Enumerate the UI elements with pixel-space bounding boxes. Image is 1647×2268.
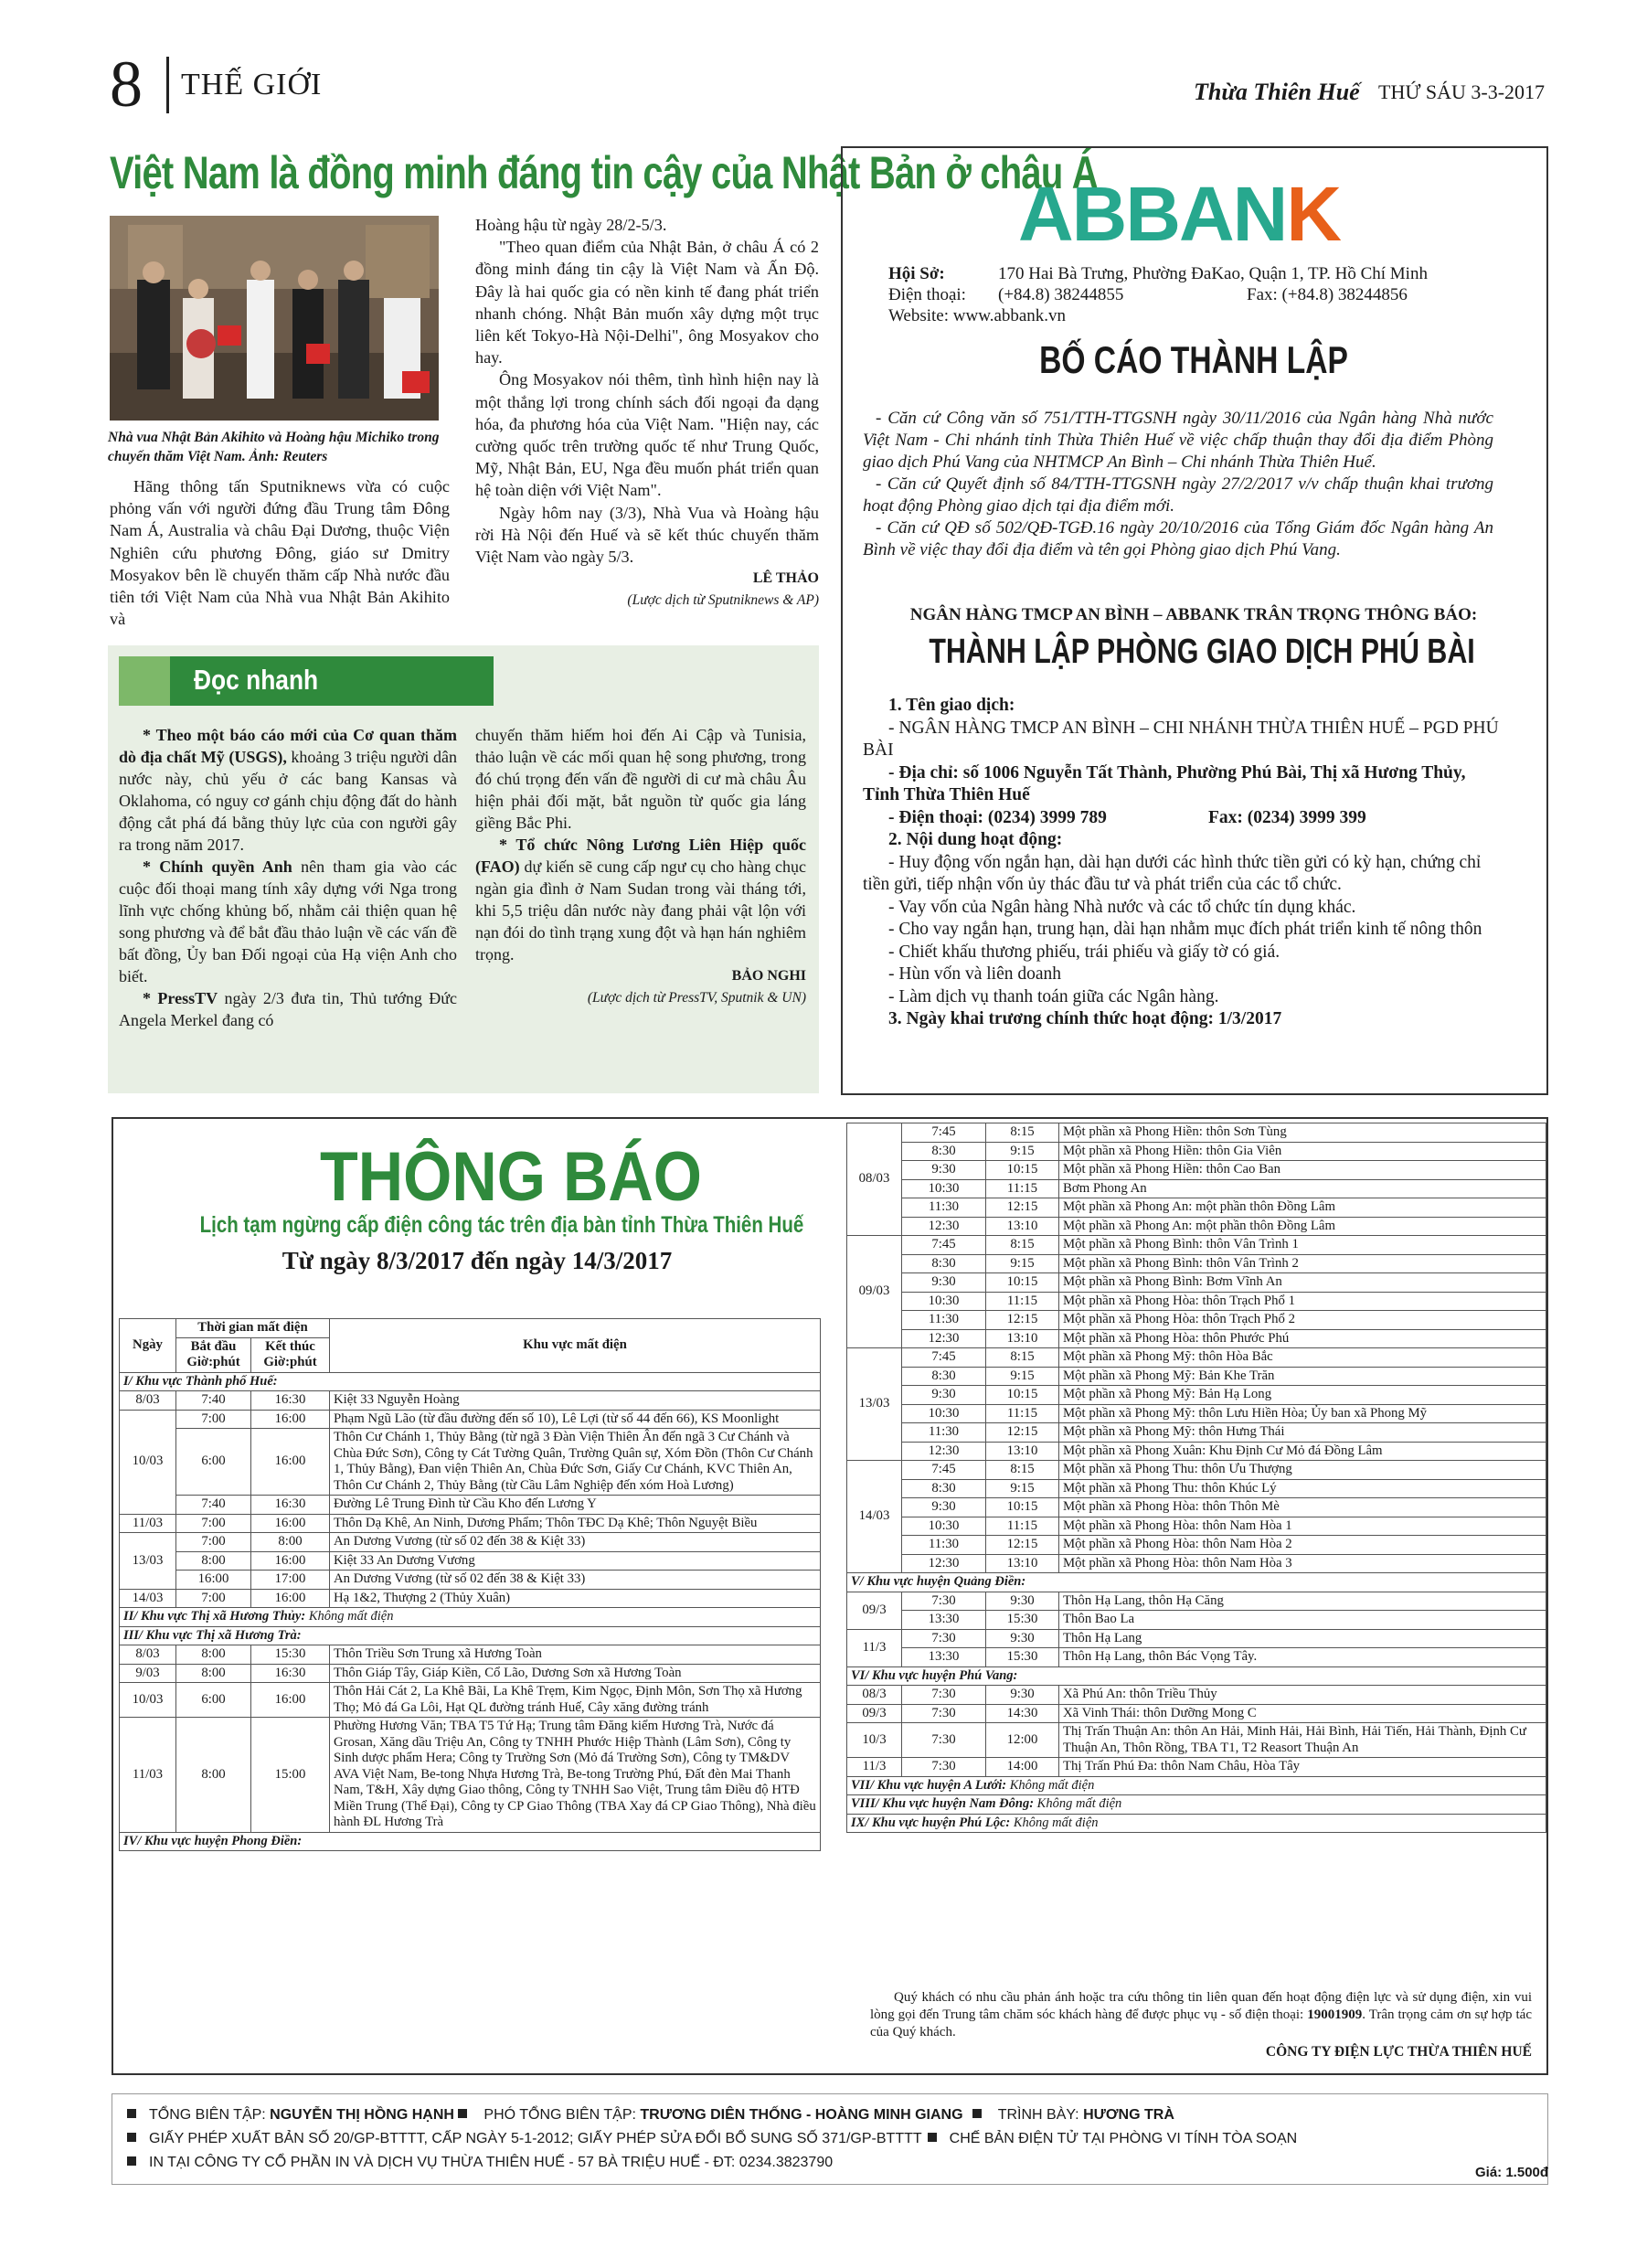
cell-date: 11/03 [120, 1718, 176, 1833]
table-section-row: IV/ Khu vực huyện Phong Điền: [120, 1832, 821, 1851]
article-paragraph: "Theo quan điểm của Nhật Bản, ở châu Á có 2 đồng minh đáng tin cậy là Việt Nam và Ấn Độ. Đây là hai quốc gia có nền kinh tế đang phát triển nhanh chóng. Nhật Bản muốn xây dựng một trục liên kết Tokyo-Hà Nội-Delhi", ông Mosyakov cho hay. [475, 238, 819, 367]
table-row [847, 1758, 1546, 1777]
cell-start: 8:00 [176, 1551, 251, 1571]
quick-news-source: (Lược dịch từ PressTV, Sputnik & UN) [587, 990, 806, 1006]
table-row [847, 1517, 1546, 1536]
cell-start: 13:30 [902, 1611, 986, 1630]
outage-subtitle: Lịch tạm ngừng cấp điện công tác trên địa bàn tỉnh Thừa Thiên Huế [199, 1212, 804, 1238]
table-section-row: III/ Khu vực Thị xã Hương Trà: [120, 1626, 821, 1645]
table-row [847, 1254, 1546, 1273]
cell-end: 14:00 [986, 1758, 1059, 1777]
abbank-title: BỐ CÁO THÀNH LẬP [1039, 338, 1348, 381]
cell-start: 7:40 [176, 1496, 251, 1515]
table-section-row: VIII/ Khu vực huyện Nam Đông: Không mất điện [847, 1795, 1546, 1815]
table-row [847, 1461, 1546, 1480]
cell-start: 7:45 [902, 1348, 986, 1368]
cell-end: 16:00 [251, 1429, 330, 1496]
cell-date: 09/03 [847, 1236, 902, 1348]
cell-area: Phường Hương Văn; TBA T5 Tứ Hạ; Trung tâm Đăng kiểm Hương Trà, Nước đá Grosan, Xăng dầu Triệu An, Công ty TNHH Phước Hiệp Thành (Lâm Sơn), Công ty Sinh dược phẩm Hera; Công ty Trường Sơn (Mỏ đá Trường Sơn), Công ty TM&DV AVA Việt Nam, Be-tong Nhựa Hương Trà, Be-tong Trường Phú, Đất đèn Mai Thanh Nam, T&H, Xây dựng Giao thông, Công ty TNHH Sao Việt, Trung tâm Điều độ HTĐ Miền Trung (Thể Đại), Công ty CP Giao Thông (TBA Xay đá CP Giao Thông), Nhà điều hành ĐL Hương Trà [330, 1718, 821, 1833]
cell-end: 12:15 [986, 1423, 1059, 1443]
abbank-legal-basis: - Căn cứ Công văn số 751/TTH-TTGSNH ngày 30/11/2016 của Ngân hàng Nhà nước Việt Nam - Chi nhánh tỉnh Thừa Thiên Huế về việc chấp thuận thay đổi địa điểm Phòng giao dịch Phú Vang của NHTMCP An Bình – Chi nhánh Thừa Thiên Huế. - Căn cứ Quyết định số 84/TTH-TTGSNH ngày 27/2/2017 v/v chấp thuận khai trương hoạt động Phòng giao dịch tại địa điểm mới. - Căn cứ QĐ số 502/QĐ-TGĐ.16 ngày 20/10/2016 của Tổng Giám đốc Ngân hàng An Bình về việc thay đổi địa điểm và tên gọi Phòng giao dịch Phú Vang. [863, 409, 1493, 559]
cell-area: Một phần xã Phong Hòa: thôn Nam Hòa 2 [1059, 1536, 1546, 1555]
quick-news-column-1: * Theo một báo cáo mới của Cơ quan thăm dò địa chất Mỹ (USGS), khoảng 3 triệu người dân nước này, chủ yếu ở các bang Kansas và Oklahoma, có nguy cơ gánh chịu động đất do hành động cắt phá đá bằng thủy lực của con người gây ra trong năm 2017. * Chính quyền Anh nên tham gia vào các cuộc đối thoại mang tính xây dựng với Nga trong lĩnh vực chống khủng bố, nhằm cải thiện quan hệ song phương và để bắt đầu thảo luận về các vấn đề bất đồng, Ủy ban Đối ngoại của Hạ viện Anh cho biết. * PressTV ngày 2/3 đưa tin, Thủ tướng Đức Angela Merkel đang có [119, 726, 457, 1029]
article-paragraph: Ngày hôm nay (3/3), Nhà Vua và Hoàng hậu rời Hà Nội đến Huế và sẽ kết thúc chuyến thăm Việt Nam vào ngày 5/3. [475, 503, 819, 567]
cell-start: 11:30 [902, 1311, 986, 1330]
cell-start: 11:30 [902, 1423, 986, 1443]
cell-end: 8:00 [251, 1533, 330, 1552]
cell-start: 7:00 [176, 1514, 251, 1533]
cell-end: 11:15 [986, 1179, 1059, 1198]
cell-end: 13:10 [986, 1217, 1059, 1236]
abbank-contact: Hội Sở: 170 Hai Bà Trưng, Phường ĐaKao, Quận 1, TP. Hồ Chí Minh Điện thoại: (+84.8) 38244855 Fax: (+84.8) 38244856 Website: www.abbank.vn [888, 264, 1428, 325]
table-row [120, 1533, 821, 1552]
cell-start: 10:30 [902, 1179, 986, 1198]
table-row [847, 1611, 1546, 1630]
cell-end: 12:00 [986, 1723, 1059, 1758]
issue-date: THỨ SÁU 3-3-2017 [1378, 80, 1546, 103]
table-row [847, 1311, 1546, 1330]
cell-date: 14/03 [120, 1589, 176, 1608]
article-source: (Lược dịch từ Sputniknews & AP) [627, 592, 819, 609]
cell-end: 9:15 [986, 1367, 1059, 1386]
header-divider [166, 57, 169, 113]
cell-start: 9:30 [902, 1161, 986, 1180]
cell-start: 16:00 [176, 1571, 251, 1590]
abbank-notice: NGÂN HÀNG TMCP AN BÌNH – ABBANK TRÂN TRỌNG THÔNG BÁO: [909, 605, 1478, 624]
cell-area: Một phần xã Phong Mỹ: thôn Lưu Hiền Hòa; Ủy ban xã Phong Mỹ [1059, 1404, 1546, 1423]
cell-end: 11:15 [986, 1292, 1059, 1311]
cell-area: Một phần xã Phong Hòa: thôn Trạch Phổ 1 [1059, 1292, 1546, 1311]
cell-area: Thôn Bao La [1059, 1611, 1546, 1630]
outage-table-left: Ngày Thời gian mất điện Khu vực mất điện Bắt đầu Giờ:phút Kết thúc Giờ:phút I/ Khu vực Thành phố Huế: 8/03 7:40 16:30 Kiệt 33 Nguyễn Hoàng 10/03 7:00 16:00 Phạm Ngũ Lão (từ đầu đường đến số 10), Lê Lợi (từ số 44 đến 66), KS Moonlight 6:00 16:00 Thôn Cư Chánh 1, Thủy Bằng (từ ngã 3 Đàn Viện Thiên Ân đến ngã 3 Cư Chánh và Chùa Đức Sơn), Công ty Cát Tường Quân, Trường Quân sự, Xóm Đồn (Thôn Cư Chánh 1, Thủy Bằng), Đan viện Thiên An, Chùa Đức Sơn, Giấy Cư Chánh, KVC Thiên An, Thôn Cư Chánh 2, Thủy Bằng (từ Cầu Lâm Nghiệp đến xóm Hoà Lương) 7:40 16:30 Đường Lê Trung Đình từ Cầu Kho đến Lương Y 11/03 7:00 16:00 Thôn Dạ Khê, An Ninh, Dương Phẩm; Thôn TĐC Dạ Khê; Thôn Nguyệt Biều 13/03 7:00 8:00 An Dương Vương (từ số 02 đến 38 & Kiệt 33) 8:00 16:00 Kiệt 33 An Dương Vương 16:00 17:00 An Dương Vương (từ số 02 đến 38 & Kiệt 33) 14/03 7:00 16:00 Hạ 1&2, Thượng 2 (Thủy Xuân) II/ Khu vực Thị xã Hương Thủy: Không mất điện III/ Khu vực Thị xã Hương Trà: 8/03 8:00 15:30 Thôn Triều Sơn Trung xã Hương Toàn 9/03 8:00 16:30 Thôn Giáp Tây, Giáp Kiền, Cổ Lão, Dương Sơn xã Hương Toàn 10/03 6:00 16:00 Thôn Hải Cát 2, La Khê Bãi, La Khê Trẹm, Kim Ngọc, Định Môn, Sơn Thọ xã Hương Thọ; Mỏ đá Ga Lôi, Hạt QL đường tránh Huế, Cây xăng đường tránh 11/03 8:00 15:00 Phường Hương Văn; TBA T5 Tứ Hạ; Trung tâm Đăng kiểm Hương Trà, Nước đá Grosan, Xăng dầu Triệu An, Công ty TNHH Phước Hiệp Thành (Lâm Sơn), Công ty Sinh dược phẩm Hera; Công ty Trường Sơn (Mỏ đá Trường Sơn), Công ty TM&DV AVA Việt Nam, Be-tong Nhựa Hương Trà, Be-tong Trường Phú, Đất đèn Mai Thanh Nam, T&H, Xây dựng Giao thông, Công ty TNHH Sao Việt, Trung tâm Điều độ HTĐ Miền Trung (Thể Đại), Công ty CP Giao Thông (TBA Xay đá CP Giao Thông), Nhà điều hành ĐL Hương Trà IV/ Khu vực huyện Phong Điền: [119, 1318, 821, 1851]
cell-area: Một phần xã Phong Bình: thôn Vân Trình 1 [1059, 1236, 1546, 1255]
cell-end: 15:30 [986, 1648, 1059, 1667]
cell-end: 14:30 [986, 1704, 1059, 1723]
table-row [847, 1329, 1546, 1348]
cell-end: 13:10 [986, 1329, 1059, 1348]
table-row [120, 1664, 821, 1683]
cell-end: 8:15 [986, 1236, 1059, 1255]
table-row [120, 1410, 821, 1429]
table-row [847, 1498, 1546, 1517]
cell-area: An Dương Vương (từ số 02 đến 38 & Kiệt 33) [330, 1571, 821, 1590]
cell-start: 8:30 [902, 1254, 986, 1273]
cell-start: 7:00 [176, 1410, 251, 1429]
cell-area: Thôn Hải Cát 2, La Khê Bãi, La Khê Trẹm, Kim Ngọc, Định Môn, Sơn Thọ xã Hương Thọ; Mỏ đá Ga Lôi, Hạt QL đường tránh Huế, Cây xăng đường tránh [330, 1683, 821, 1718]
cell-end: 16:30 [251, 1391, 330, 1411]
section-title: THẾ GIỚI [181, 68, 323, 101]
cell-area: Một phần xã Phong Hòa: thôn Nam Hòa 3 [1059, 1554, 1546, 1573]
cell-start: 8:30 [902, 1479, 986, 1498]
cell-date: 9/03 [120, 1664, 176, 1683]
table-row [847, 1198, 1546, 1218]
table-section-row: I/ Khu vực Thành phố Huế: [120, 1372, 821, 1391]
cell-start: 9:30 [902, 1386, 986, 1405]
cell-start: 7:45 [902, 1123, 986, 1143]
cell-area: Thôn Hạ Lang, thôn Hạ Căng [1059, 1592, 1546, 1611]
table-row [120, 1551, 821, 1571]
cell-start: 7:00 [176, 1533, 251, 1552]
cell-end: 11:15 [986, 1404, 1059, 1423]
cell-end: 12:15 [986, 1311, 1059, 1330]
cell-date: 10/03 [120, 1410, 176, 1514]
cell-date: 14/03 [847, 1461, 902, 1573]
table-row [847, 1629, 1546, 1648]
cell-start: 6:00 [176, 1683, 251, 1718]
cell-end: 16:30 [251, 1496, 330, 1515]
cell-area: Thôn Cư Chánh 1, Thủy Bằng (từ ngã 3 Đàn Viện Thiên Ân đến ngã 3 Cư Chánh và Chùa Đức Sơn), Công ty Cát Tường Quân, Trường Quân sự, Xóm Đồn (Thôn Cư Chánh 1, Thủy Bằng), Đan viện Thiên An, Chùa Đức Sơn, Giấy Cư Chánh, KVC Thiên An, Thôn Cư Chánh 2, Thủy Bằng (từ Cầu Lâm Nghiệp đến xóm Hoà Lương) [330, 1429, 821, 1496]
quick-news-title: Đọc nhanh [194, 664, 319, 696]
table-row [847, 1179, 1546, 1198]
cell-date: 11/03 [120, 1514, 176, 1533]
cell-area: Thôn Hạ Lang, thôn Bác Vọng Tây. [1059, 1648, 1546, 1667]
cell-area: Một phần xã Phong An: một phần thôn Đồng Lâm [1059, 1217, 1546, 1236]
cell-start: 12:30 [902, 1442, 986, 1461]
outage-table-right [846, 1123, 1546, 1833]
cell-area: Một phần xã Phong Hiền: thôn Gia Viên [1059, 1142, 1546, 1161]
quick-news-author: BẢO NGHI [731, 968, 806, 984]
table-row [847, 1217, 1546, 1236]
table-row [847, 1161, 1546, 1180]
photo-caption: Nhà vua Nhật Bản Akihito và Hoàng hậu Michiko trong chuyến thăm Việt Nam. Ảnh: Reuters [108, 430, 440, 464]
cell-end: 10:15 [986, 1498, 1059, 1517]
cell-area: Một phần xã Phong Hòa: thôn Phước Phú [1059, 1329, 1546, 1348]
article-author: LÊ THẢO [752, 570, 819, 587]
table-row [847, 1479, 1546, 1498]
cell-date: 10/3 [847, 1723, 902, 1758]
cell-start: 7:40 [176, 1391, 251, 1411]
outage-title: THÔNG BÁO [320, 1138, 702, 1216]
cell-end: 17:00 [251, 1571, 330, 1590]
cell-end: 9:15 [986, 1479, 1059, 1498]
table-section-row: V/ Khu vực huyện Quảng Điền: [847, 1573, 1546, 1592]
cell-end: 12:15 [986, 1198, 1059, 1218]
cell-date: 09/3 [847, 1592, 902, 1629]
table-row [847, 1686, 1546, 1705]
cell-end: 8:15 [986, 1461, 1059, 1480]
cell-start: 9:30 [902, 1498, 986, 1517]
cell-start: 6:00 [176, 1429, 251, 1496]
article-photo [110, 216, 439, 421]
cell-start: 8:00 [176, 1645, 251, 1665]
cell-end: 9:15 [986, 1254, 1059, 1273]
cell-start: 12:30 [902, 1329, 986, 1348]
cell-area: Kiệt 33 Nguyễn Hoàng [330, 1391, 821, 1411]
cell-area: Xã Phú An: thôn Triều Thủy [1059, 1686, 1546, 1705]
cell-area: Một phần xã Phong Hòa: thôn Trạch Phổ 2 [1059, 1311, 1546, 1330]
cell-end: 10:15 [986, 1161, 1059, 1180]
table-row [847, 1348, 1546, 1368]
article-column-2 [475, 214, 819, 612]
table-section-row: VII/ Khu vực huyện A Lưới: Không mất điện [847, 1776, 1546, 1795]
table-row [120, 1496, 821, 1515]
table-row [120, 1391, 821, 1411]
abbank-branch-title: THÀNH LẬP PHÒNG GIAO DỊCH PHÚ BÀI [929, 633, 1475, 671]
article-headline: Việt Nam là đồng minh đáng tin cậy của Nhật Bản ở châu Á [110, 147, 1098, 198]
cell-area: Một phần xã Phong Mỹ: Bản Hạ Long [1059, 1386, 1546, 1405]
cell-area: Đường Lê Trung Đình từ Cầu Kho đến Lương Y [330, 1496, 821, 1515]
cell-end: 16:00 [251, 1683, 330, 1718]
cell-start: 10:30 [902, 1292, 986, 1311]
price-label: Giá: 1.500đ [1475, 2165, 1549, 2180]
cell-area: Một phần xã Phong Bình: thôn Vân Trình 2 [1059, 1254, 1546, 1273]
table-row [847, 1592, 1546, 1611]
cell-end: 10:15 [986, 1273, 1059, 1293]
cell-start: 12:30 [902, 1554, 986, 1573]
table-row [847, 1367, 1546, 1386]
cell-date: 08/03 [847, 1123, 902, 1236]
quick-news-column-2: chuyến thăm hiếm hoi đến Ai Cập và Tunisia, thảo luận về các mối quan hệ song phương, trong đó chú trọng đến vấn đề người di cư mà châu Âu hiện phải đối mặt, bắt nguồn từ quốc gia láng giềng Bắc Phi. * Tổ chức Nông Lương Liên Hiệp quốc (FAO) dự kiến sẽ cung cấp ngư cụ cho hàng chục ngàn gia đình ở Nam Sudan trong vài tháng tới, khi 5,5 triệu dân nước này đang phải vật lộn với nạn đói do tình trạng xung đột và hạn hán nghiêm trọng. BẢO NGHI (Lược dịch từ PressTV, Sputnik & UN) [475, 724, 806, 1009]
cell-area: Một phần xã Phong Thu: thôn Ưu Thượng [1059, 1461, 1546, 1480]
table-row [847, 1142, 1546, 1161]
cell-end: 16:00 [251, 1551, 330, 1571]
cell-area: Một phần xã Phong Thu: thôn Khúc Lý [1059, 1479, 1546, 1498]
cell-date: 13/03 [847, 1348, 902, 1461]
cell-end: 9:30 [986, 1686, 1059, 1705]
table-section-row: IX/ Khu vực huyện Phú Lộc: Không mất điện [847, 1814, 1546, 1833]
cell-area: Thị Trấn Thuận An: thôn An Hải, Minh Hải, Hải Bình, Hải Tiến, Hải Thành, Định Cư Thuận An, Thôn Rồng, TBA T1, T2 Reasort Thuận An [1059, 1723, 1546, 1758]
table-row [120, 1429, 821, 1496]
cell-start: 7:30 [902, 1686, 986, 1705]
cell-area: Một phần xã Phong An: một phần thôn Đồng Lâm [1059, 1198, 1546, 1218]
cell-start: 8:30 [902, 1367, 986, 1386]
article-column-1 [110, 475, 450, 630]
cell-area: Xã Vinh Thái: thôn Dưỡng Mong C [1059, 1704, 1546, 1723]
cell-end: 10:15 [986, 1386, 1059, 1405]
table-row [847, 1536, 1546, 1555]
table-section-row: VI/ Khu vực huyện Phú Vang: [847, 1666, 1546, 1686]
table-row [120, 1718, 821, 1833]
cell-area: Kiệt 33 An Dương Vương [330, 1551, 821, 1571]
abbank-details: 1. Tên giao dịch: - NGÂN HÀNG TMCP AN BÌNH – CHI NHÁNH THỪA THIÊN HUẾ – PGD PHÚ BÀI - Địa chỉ: số 1006 Nguyễn Tất Thành, Phường Phú Bài, Thị xã Hương Thủy, Tỉnh Thừa Thiên Huế - Điện thoại: (0234) 3999 789 Fax: (0234) 3999 399 2. Nội dung hoạt động: - Huy động vốn ngắn hạn, dài hạn dưới các hình thức tiền gửi có kỳ hạn, chứng chỉ tiền gửi, tiếp nhận vốn ủy thác đầu tư và phát triển của các tổ chức. - Vay vốn của Ngân hàng Nhà nước và các tổ chức tín dụng khác. - Cho vay ngắn hạn, trung hạn, dài hạn nhằm mục đích phát triển kinh tế nông thôn - Chiết khấu thương phiếu, trái phiếu và giấy tờ có giá. - Hùn vốn và liên doanh - Làm dịch vụ thanh toán giữa các Ngân hàng. 3. Ngày khai trương chính thức hoạt động: 1/3/2017 [863, 696, 1499, 1028]
cell-date: 11/3 [847, 1629, 902, 1666]
outage-footnote: Quý khách có nhu cầu phản ánh hoặc tra cứu thông tin liên quan đến hoạt động điện lực và sử dụng điện, xin vui lòng gọi đến Trung tâm chăm sóc khách hàng để được phục vụ - số điện thoại: 19001909. Trân trọng cảm ơn sự hợp tác của Quý khách. [870, 1990, 1532, 2039]
cell-end: 15:00 [251, 1718, 330, 1833]
cell-date: 8/03 [120, 1391, 176, 1411]
cell-start: 13:30 [902, 1648, 986, 1667]
table-row [847, 1423, 1546, 1443]
article-paragraph: Hãng thông tấn Sputniknews vừa có cuộc phỏng vấn với người đứng đầu Trung tâm Đông Nam Á, Australia và châu Đại Dương, thuộc Viện Nghiên cứu phương Đông, giáo sư Dmitry Mosyakov bên lề chuyến thăm cấp Nhà nước đầu tiên tới Việt Nam của Nhà vua Nhật Bản Akihito và [110, 477, 450, 629]
table-section-row: II/ Khu vực Thị xã Hương Thủy: Không mất điện [120, 1608, 821, 1627]
cell-date: 11/3 [847, 1758, 902, 1777]
table-row [847, 1123, 1546, 1143]
cell-date: 10/03 [120, 1683, 176, 1718]
cell-start: 7:30 [902, 1723, 986, 1758]
cell-end: 11:15 [986, 1517, 1059, 1536]
cell-area: Thôn Triều Sơn Trung xã Hương Toàn [330, 1645, 821, 1665]
cell-start: 7:45 [902, 1461, 986, 1480]
cell-area: Phạm Ngũ Lão (từ đầu đường đến số 10), Lê Lợi (từ số 44 đến 66), KS Moonlight [330, 1410, 821, 1429]
table-row [847, 1404, 1546, 1423]
cell-area: Một phần xã Phong Mỹ: Bản Khe Trăn [1059, 1367, 1546, 1386]
cell-end: 16:00 [251, 1589, 330, 1608]
table-row [120, 1514, 821, 1533]
cell-start: 7:45 [902, 1236, 986, 1255]
table-row [120, 1571, 821, 1590]
cell-end: 16:00 [251, 1410, 330, 1429]
cell-start: 7:30 [902, 1629, 986, 1648]
cell-start: 7:00 [176, 1589, 251, 1608]
cell-start: 10:30 [902, 1517, 986, 1536]
cell-start: 9:30 [902, 1273, 986, 1293]
cell-end: 15:30 [251, 1645, 330, 1665]
cell-area: Bơm Phong An [1059, 1179, 1546, 1198]
cell-area: Thôn Dạ Khê, An Ninh, Dương Phẩm; Thôn TĐC Dạ Khê; Thôn Nguyệt Biều [330, 1514, 821, 1533]
cell-start: 12:30 [902, 1217, 986, 1236]
table-row [120, 1683, 821, 1718]
cell-end: 8:15 [986, 1123, 1059, 1143]
cell-end: 16:30 [251, 1664, 330, 1683]
quick-news-header [119, 656, 494, 706]
table-row [847, 1273, 1546, 1293]
cell-end: 9:30 [986, 1592, 1059, 1611]
cell-start: 7:30 [902, 1592, 986, 1611]
cell-area: Thôn Hạ Lang [1059, 1629, 1546, 1648]
cell-start: 10:30 [902, 1404, 986, 1423]
cell-start: 7:30 [902, 1758, 986, 1777]
table-row [847, 1236, 1546, 1255]
cell-end: 9:30 [986, 1629, 1059, 1648]
cell-end: 16:00 [251, 1514, 330, 1533]
table-row [847, 1648, 1546, 1667]
newspaper-name: Thừa Thiên Huế [1194, 79, 1360, 105]
table-row [847, 1704, 1546, 1723]
abbank-logo: ABBANK [1018, 171, 1340, 257]
cell-date: 13/03 [120, 1533, 176, 1590]
cell-start: 8:00 [176, 1664, 251, 1683]
table-row [120, 1589, 821, 1608]
cell-start: 7:30 [902, 1704, 986, 1723]
cell-end: 13:10 [986, 1442, 1059, 1461]
cell-area: Một phần xã Phong Mỹ: thôn Hưng Thái [1059, 1423, 1546, 1443]
table-row [120, 1645, 821, 1665]
outage-signature: CÔNG TY ĐIỆN LỰC THỪA THIÊN HUẾ [1265, 2044, 1532, 2060]
cell-start: 11:30 [902, 1536, 986, 1555]
cell-area: Một phần xã Phong Hòa: thôn Thôn Mè [1059, 1498, 1546, 1517]
cell-start: 11:30 [902, 1198, 986, 1218]
table-row [847, 1386, 1546, 1405]
article-paragraph: Hoàng hậu từ ngày 28/2-5/3. [475, 216, 667, 234]
article-paragraph: Ông Mosyakov nói thêm, tình hình hiện nay là một thắng lợi trong chính sách đối ngoại đa dạng hóa, đa phương hóa của Việt Nam. "Hiện nay, các cường quốc trên trường quốc tế như Trung Quốc, Mỹ, Nhật Bản, EU, Nga đều muốn phát triển quan hệ toàn diện với Việt Nam". [475, 370, 819, 500]
cell-end: 12:15 [986, 1536, 1059, 1555]
cell-end: 15:30 [986, 1611, 1059, 1630]
cell-end: 9:15 [986, 1142, 1059, 1161]
cell-date: 8/03 [120, 1645, 176, 1665]
page-number: 8 [110, 48, 143, 121]
table-row [847, 1554, 1546, 1573]
table-row [847, 1292, 1546, 1311]
cell-area: Một phần xã Phong Mỹ: thôn Hòa Bắc [1059, 1348, 1546, 1368]
cell-area: Thôn Giáp Tây, Giáp Kiền, Cổ Lão, Dương Sơn xã Hương Toàn [330, 1664, 821, 1683]
cell-end: 8:15 [986, 1348, 1059, 1368]
cell-start: 8:00 [176, 1718, 251, 1833]
imprint-box: TỔNG BIÊN TẬP: NGUYỄN THỊ HỒNG HẠNH PHÓ TỔNG BIÊN TẬP: TRƯƠNG DIÊN THỐNG - HOÀNG MINH GIANG TRÌNH BÀY: HƯƠNG TRÀ GIẤY PHÉP XUẤT BẢN SỐ 20/GP-BTTTT, CẤP NGÀY 5-1-2012; GIẤY PHÉP SỬA ĐỔI BỔ SUNG SỐ 371/GP-BTTTT CHẾ BẢN ĐIỆN TỬ TẠI PHÒNG VI TÍNH TÒA SOẠN IN TẠI CÔNG TY CỔ PHẦN IN VÀ DỊCH VỤ THỪA THIÊN HUẾ - 57 BÀ TRIỆU HUẾ - ĐT: 0234.3823790 [112, 2093, 1548, 2185]
cell-area: Một phần xã Phong Xuân: Khu Định Cư Mỏ đá Đồng Lâm [1059, 1442, 1546, 1461]
table-row [847, 1723, 1546, 1758]
cell-area: Một phần xã Phong Hiền: thôn Cao Ban [1059, 1161, 1546, 1180]
cell-area: Thị Trấn Phú Đa: thôn Nam Châu, Hòa Tây [1059, 1758, 1546, 1777]
cell-area: An Dương Vương (từ số 02 đến 38 & Kiệt 33) [330, 1533, 821, 1552]
cell-area: Một phần xã Phong Hòa: thôn Nam Hòa 1 [1059, 1517, 1546, 1536]
cell-area: Một phần xã Phong Bình: Bơm Vĩnh An [1059, 1273, 1546, 1293]
table-row [847, 1442, 1546, 1461]
cell-date: 09/3 [847, 1704, 902, 1723]
cell-date: 08/3 [847, 1686, 902, 1705]
outage-date-range: Từ ngày 8/3/2017 đến ngày 14/3/2017 [282, 1247, 673, 1274]
cell-end: 13:10 [986, 1554, 1059, 1573]
cell-start: 8:30 [902, 1142, 986, 1161]
cell-area: Một phần xã Phong Hiền: thôn Sơn Tùng [1059, 1123, 1546, 1143]
cell-area: Hạ 1&2, Thượng 2 (Thủy Xuân) [330, 1589, 821, 1608]
